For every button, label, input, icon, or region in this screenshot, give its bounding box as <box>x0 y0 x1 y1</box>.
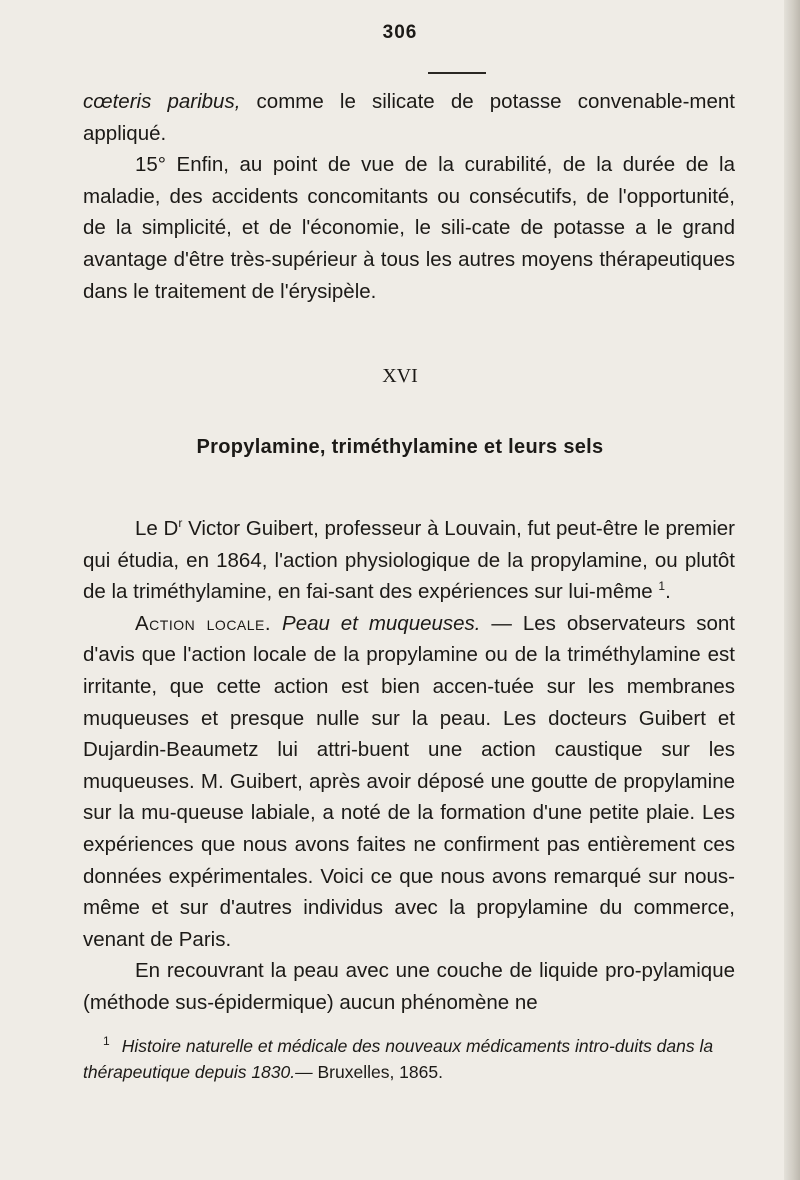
footnote-marker: 1 <box>103 1034 110 1048</box>
body-paragraph-2-text: — Les observateurs sont d'avis que l'action locale de la propylamine ou de la triméthylamine est irritante, que cette action est bien accen-tuée sur les membranes muqueuses et presque nulle sur la peau. Les docteurs Guibert et Dujardin-Beaumetz lui attri-buent une action caustique sur les muqueuses. M. Guibert, après avoir déposé une goutte de propylamine sur la mu-queuse labiale, a noté de la formation d'une petite plaie. Les expériences que nous avons faites ne confirment pas entièrement ces données expérimentales. Voici ce que nous avons remarqué sur nous-même et sur d'autres individus avec la propylamine du commerce, venant de Paris. <box>83 611 735 951</box>
body-paragraph-1 <box>83 513 735 608</box>
body-text <box>83 513 735 1019</box>
page-edge <box>784 0 800 1180</box>
footnote-title: Histoire naturelle et médicale des nouveaux médicaments intro-duits dans la thérapeutique depuis 1830. <box>83 1035 714 1082</box>
intro-paragraph-1-text: comme le silicate de potasse convenable-ment appliqué. <box>83 90 735 145</box>
intro-paragraph-1 <box>83 86 735 149</box>
subsection-subheading: Peau et muqueuses. <box>282 611 481 635</box>
subsection-heading: Action locale. <box>135 611 272 635</box>
section-number: XVI <box>382 365 418 387</box>
doctor-superscript: r <box>178 516 183 531</box>
footnote-reference[interactable]: 1 <box>658 579 666 594</box>
body-paragraph-3: En recouvrant la peau avec une couche de liquide pro-pylamique (méthode sus-épidermique) aucun phénomène ne <box>83 959 735 1014</box>
intro-italic-phrase: cœteris paribus, <box>83 90 241 113</box>
body-paragraph-2 <box>83 608 735 956</box>
body-p1-end: . <box>665 580 671 604</box>
header-rule <box>428 72 486 74</box>
body-p1-text: Victor Guibert, professeur à Louvain, fut peut-être le premier qui étudia, en 1864, l'action physiologique de la propylamine, ou plutôt de la triméthylamine, en fai-sant des expériences sur lui-même <box>83 517 735 604</box>
footnote-source: — Bruxelles, 1865. <box>295 1061 443 1082</box>
body-p1-start: Le D <box>135 517 179 540</box>
intro-paragraph-2: 15° Enfin, au point de vue de la curabilité, de la durée de la maladie, des accidents concomitants ou consécutifs, de l'opportunité, de la simplicité, et de l'économie, le sili-cate de potasse a le grand avantage d'être très-supérieur à tous les autres moyens thérapeutiques dans le traitement de l'érysipèle. <box>83 153 735 303</box>
footnote <box>83 1028 735 1085</box>
section-title: Propylamine, triméthylamine et leurs sels <box>196 436 604 458</box>
intro-text <box>83 86 735 307</box>
page-number: 306 <box>382 22 418 43</box>
